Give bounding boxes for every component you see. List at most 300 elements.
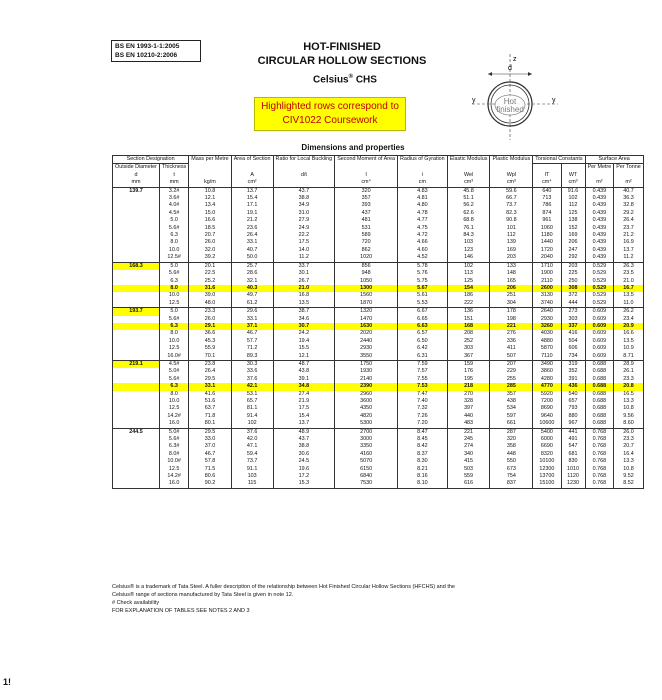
table-cell: 20.7 — [189, 232, 231, 239]
footer-line: FOR EXPLANATION OF TABLES SEE NOTES 2 AND 3 — [112, 608, 250, 614]
table-cell: 26.2 — [614, 308, 643, 316]
table-cell: i — [398, 172, 448, 179]
units-row — [113, 179, 644, 187]
table-cell: 8.10 — [398, 480, 448, 488]
table-cell: 7200 — [533, 398, 561, 405]
col-torsional: Torsional Constants — [533, 156, 585, 164]
table-cell: 17.2 — [273, 473, 335, 480]
table-cell: 7530 — [335, 480, 398, 488]
table-cell: 0.439 — [585, 254, 614, 262]
standard-ref: BS EN 10210-2:2006 — [115, 52, 178, 59]
table-cell: 2700 — [335, 428, 398, 436]
table-cell: 4.77 — [398, 217, 448, 224]
table-cell: 17.5 — [273, 239, 335, 246]
header-blank — [561, 164, 585, 172]
table-cell: 0.768 — [585, 473, 614, 480]
table-cell: 26.4 — [189, 368, 231, 375]
table-cell: 10.0# — [159, 458, 188, 465]
table-cell: 28.6 — [231, 270, 273, 277]
table-cell: 23.8 — [189, 360, 231, 368]
table-cell: 112 — [561, 202, 585, 209]
table-row — [113, 353, 644, 361]
table-cell: 43.7 — [273, 436, 335, 443]
table-cell: 837 — [490, 480, 533, 488]
table-row — [113, 360, 644, 368]
outside-diameter-cell — [113, 473, 160, 480]
footer-notes — [112, 583, 552, 615]
table-cell: 0.439 — [585, 195, 614, 202]
table-cell: 3600 — [335, 398, 398, 405]
table-cell: 16.0# — [159, 353, 188, 361]
table-cell: 1300 — [335, 285, 398, 292]
table-cell: 33.6 — [231, 368, 273, 375]
table-cell: 29.6 — [231, 308, 273, 316]
table-cell: 1020 — [335, 254, 398, 262]
table-cell: 438 — [490, 398, 533, 405]
table-cell: 15.4 — [273, 413, 335, 420]
table-cell: 7.57 — [398, 368, 448, 375]
table-cell: 48.0 — [189, 300, 231, 308]
table-cell: 793 — [561, 405, 585, 412]
table-cell: 198 — [490, 316, 533, 323]
table-cell: 43.7 — [273, 187, 335, 195]
table-cell: 152 — [561, 225, 585, 232]
table-cell: 0.688 — [585, 405, 614, 412]
outside-diameter-cell — [113, 376, 160, 383]
table-cell: 125 — [561, 210, 585, 217]
table-cell: 540 — [561, 391, 585, 398]
table-cell: 3860 — [533, 368, 561, 375]
table-cell: 303 — [447, 345, 490, 352]
table-cell: 5.0# — [159, 368, 188, 375]
table-cell: 7.32 — [398, 405, 448, 412]
table-cell: 0.688 — [585, 420, 614, 428]
table-row — [113, 345, 644, 352]
table-cell: 55.9 — [189, 345, 231, 352]
table-cell: 245 — [447, 436, 490, 443]
table-cell: I — [335, 172, 398, 179]
table-cell: 19.1 — [231, 210, 273, 217]
table-cell: 40.7 — [614, 187, 643, 195]
table-cell: 26.0 — [189, 239, 231, 246]
outside-diameter-cell — [113, 345, 160, 352]
table-cell: 2930 — [533, 316, 561, 323]
table-cell: 661 — [490, 420, 533, 428]
col-area: Area of Section — [231, 156, 273, 172]
page-title — [247, 40, 437, 68]
table-cell: 372 — [561, 292, 585, 299]
table-cell: 218 — [447, 383, 490, 390]
table-cell: 18.5 — [189, 225, 231, 232]
table-cell: 4.52 — [398, 254, 448, 262]
table-cell: 24.2 — [273, 330, 335, 337]
table-cell: 221 — [447, 428, 490, 436]
table-cell: 416 — [561, 330, 585, 337]
table-cell: 29.5 — [189, 428, 231, 436]
stamp-text: finished — [496, 105, 524, 114]
table-cell: 4160 — [335, 451, 398, 458]
table-cell: 1320 — [335, 308, 398, 316]
table-cell: 102 — [231, 420, 273, 428]
table-cell: 14.2# — [159, 473, 188, 480]
table-cell: 32.8 — [614, 202, 643, 209]
table-cell: 616 — [447, 480, 490, 488]
table-cell: 34.8 — [273, 383, 335, 390]
table-cell: 0.439 — [585, 210, 614, 217]
table-cell: 357 — [490, 391, 533, 398]
table-cell: 34.6 — [273, 316, 335, 323]
table-cell — [614, 172, 643, 179]
table-cell: 146 — [447, 254, 490, 262]
table-cell: 37.6 — [231, 428, 273, 436]
table-cell: 39.1 — [273, 376, 335, 383]
table-cell: 8.30 — [398, 458, 448, 465]
table-cell: d/t — [273, 172, 335, 179]
table-cell: 7.20 — [398, 420, 448, 428]
table-row — [113, 262, 644, 270]
header-row — [113, 156, 644, 164]
table-cell: 0.529 — [585, 278, 614, 285]
table-cell: 6.3 — [159, 232, 188, 239]
table-cell: 168 — [447, 323, 490, 330]
outside-diameter-cell — [113, 323, 160, 330]
table-cell: 26.0 — [614, 428, 643, 436]
table-cell: 24.9 — [273, 225, 335, 232]
outside-diameter-cell — [113, 278, 160, 285]
table-cell: 15.0 — [189, 210, 231, 217]
table-cell — [189, 172, 231, 179]
table-cell: 7.47 — [398, 391, 448, 398]
table-cell: 4.60 — [398, 247, 448, 254]
table-cell: 123 — [447, 247, 490, 254]
table-cell: 2140 — [335, 376, 398, 383]
table-cell: 255 — [490, 376, 533, 383]
footer-line: Celsius® is a trademark of Tata Steel. A fuller description of the relationship between Hot Finished Circular Hollow Sections (HFCHS) and the — [112, 584, 455, 590]
table-cell: 754 — [490, 473, 533, 480]
outside-diameter-cell: 193.7 — [113, 308, 160, 316]
table-cell: 23.5 — [614, 270, 643, 277]
table-cell: 19.6 — [273, 466, 335, 473]
table-cell: 0.768 — [585, 458, 614, 465]
table-cell: 8.45 — [398, 436, 448, 443]
table-cell: 0.609 — [585, 353, 614, 361]
table-cell: 22.5 — [189, 270, 231, 277]
outside-diameter-cell: 219.1 — [113, 360, 160, 368]
table-cell: 6.42 — [398, 345, 448, 352]
table-cell: 16.5 — [614, 391, 643, 398]
table-cell: 33.1 — [189, 383, 231, 390]
table-cell: 12.5 — [159, 300, 188, 308]
table-cell: 29.2 — [614, 210, 643, 217]
table-cell: 5.6# — [159, 316, 188, 323]
table-cell: 23.3 — [614, 436, 643, 443]
table-cell: 1930 — [335, 368, 398, 375]
table-cell: 11.2 — [273, 254, 335, 262]
table-cell: 657 — [561, 398, 585, 405]
outside-diameter-cell — [113, 458, 160, 465]
table-cell: 13.7 — [231, 187, 273, 195]
table-cell: 32.1 — [231, 278, 273, 285]
outside-diameter-cell — [113, 451, 160, 458]
table-cell: 208 — [447, 330, 490, 337]
table-cell: 7.26 — [398, 413, 448, 420]
outside-diameter-cell — [113, 285, 160, 292]
table-cell: 82.3 — [490, 210, 533, 217]
table-row — [113, 436, 644, 443]
table-cell: 37.0 — [189, 443, 231, 450]
table-cell: t — [159, 172, 188, 179]
table-cell: 5.61 — [398, 292, 448, 299]
table-cell: 0.688 — [585, 413, 614, 420]
outside-diameter-cell — [113, 217, 160, 224]
table-row — [113, 278, 644, 285]
table-row — [113, 458, 644, 465]
col-mass: Mass per Metre — [189, 156, 231, 172]
table-cell: 9.52 — [614, 473, 643, 480]
table-cell: 303 — [561, 316, 585, 323]
table-cell: 178 — [490, 308, 533, 316]
table-cell: 10.9 — [614, 345, 643, 352]
table-cell: 203 — [561, 262, 585, 270]
table-cell: 27.4 — [273, 391, 335, 398]
outside-diameter-cell — [113, 480, 160, 488]
table-cell: 5.6# — [159, 270, 188, 277]
outside-diameter-cell — [113, 292, 160, 299]
table-cell: 89.3 — [231, 353, 273, 361]
table-cell: 6.3 — [159, 383, 188, 390]
table-cell: 37.6 — [231, 376, 273, 383]
table-cell: IT — [533, 172, 561, 179]
outside-diameter-cell — [113, 436, 160, 443]
table-cell: 5.6# — [159, 436, 188, 443]
table-row — [113, 217, 644, 224]
table-cell: 491 — [561, 436, 585, 443]
table-cell: 30.6 — [273, 451, 335, 458]
table-cell: 5.78 — [398, 262, 448, 270]
table-cell: 8.0 — [159, 285, 188, 292]
table-cell: 308 — [561, 285, 585, 292]
table-cell: 8.60 — [614, 420, 643, 428]
table-cell: 1630 — [335, 323, 398, 330]
table-cell: 0.529 — [585, 300, 614, 308]
table-cell: 640 — [533, 187, 561, 195]
outside-diameter-cell — [113, 405, 160, 412]
table-cell: kg/m — [189, 179, 231, 187]
table-cell: 448 — [490, 451, 533, 458]
table-cell: 24.5 — [273, 458, 335, 465]
table-cell: 0.768 — [585, 436, 614, 443]
table-cell: 0.768 — [585, 480, 614, 488]
table-cell: 42.1 — [231, 383, 273, 390]
table-cell: 5400 — [533, 428, 561, 436]
table-cell: 0.529 — [585, 285, 614, 292]
table-cell: 13.7 — [614, 247, 643, 254]
table-cell: 393 — [335, 202, 398, 209]
table-cell: 40.3 — [231, 285, 273, 292]
table-cell: 81.1 — [231, 405, 273, 412]
table-cell: 38.8 — [273, 443, 335, 450]
table-cell: 50.0 — [231, 254, 273, 262]
table-cell: 328 — [447, 398, 490, 405]
table-cell: 26.4 — [231, 232, 273, 239]
table-cell: 4770 — [533, 383, 561, 390]
table-cell: 15.5 — [273, 345, 335, 352]
table-cell: 26.7 — [273, 278, 335, 285]
table-cell: 91.6 — [561, 187, 585, 195]
table-cell: 26.1 — [614, 368, 643, 375]
page-number: 1! — [3, 677, 12, 687]
table-cell: 4.72 — [398, 232, 448, 239]
table-cell: 38.8 — [273, 195, 335, 202]
table-cell: 8320 — [533, 451, 561, 458]
table-cell: 5.53 — [398, 300, 448, 308]
table-row — [113, 187, 644, 195]
table-cell: 1050 — [335, 278, 398, 285]
table-cell: 207 — [490, 360, 533, 368]
table-cell: 25.7 — [231, 262, 273, 270]
table-cell: 169 — [490, 247, 533, 254]
table-cell: 358 — [490, 443, 533, 450]
table-cell: 71.8 — [189, 413, 231, 420]
table-cell: 48.7 — [273, 360, 335, 368]
table-body — [113, 172, 644, 489]
table-cell: 76.1 — [447, 225, 490, 232]
table-cell: 391 — [561, 376, 585, 383]
table-cell: 0.688 — [585, 391, 614, 398]
table-cell: 103 — [447, 239, 490, 246]
table-cell: 276 — [490, 330, 533, 337]
outside-diameter-cell — [113, 270, 160, 277]
table-row — [113, 473, 644, 480]
table-cell: 16.9 — [614, 239, 643, 246]
table-cell: 5.0 — [159, 262, 188, 270]
table-cell: d — [113, 172, 160, 179]
table-cell: 0.688 — [585, 383, 614, 390]
col-surface: Surface Area — [585, 156, 643, 164]
table-cell — [273, 179, 335, 187]
table-cell: 3260 — [533, 323, 561, 330]
table-cell: 507 — [490, 353, 533, 361]
table-cell: cm² — [231, 179, 273, 187]
table-cell: 0.768 — [585, 443, 614, 450]
table-cell: 441 — [561, 428, 585, 436]
col-radius: Radius of Gyration — [398, 156, 448, 172]
table-cell: 23.4 — [614, 316, 643, 323]
col-second-moment: Second Moment of Area — [335, 156, 398, 172]
table-cell: 42.0 — [231, 436, 273, 443]
table-cell: 13.5 — [273, 300, 335, 308]
table-cell: 5.6# — [159, 376, 188, 383]
table-cell: 874 — [533, 210, 561, 217]
table-cell: cm⁴ — [533, 179, 561, 187]
table-cell: 397 — [447, 405, 490, 412]
table-cell: 273 — [561, 308, 585, 316]
outside-diameter-cell — [113, 195, 160, 202]
table-cell: 534 — [490, 405, 533, 412]
table-cell: 10.0 — [159, 398, 188, 405]
outside-diameter-cell — [113, 443, 160, 450]
table-cell: 0.609 — [585, 323, 614, 330]
table-cell: 304 — [490, 300, 533, 308]
table-cell: 26.4 — [614, 217, 643, 224]
table-cell: 481 — [335, 217, 398, 224]
table-cell: 36.3 — [614, 195, 643, 202]
table-cell: 8.0 — [159, 239, 188, 246]
table-cell: 20.1 — [189, 262, 231, 270]
table-cell: 0.609 — [585, 308, 614, 316]
table-row — [113, 383, 644, 390]
table-cell: 12.1 — [273, 353, 335, 361]
table-cell: 3550 — [335, 353, 398, 361]
table-cell: 8.71 — [614, 353, 643, 361]
table-cell: A — [231, 172, 273, 179]
table-cell: 101 — [490, 225, 533, 232]
outside-diameter-cell — [113, 202, 160, 209]
table-cell: 65.7 — [231, 398, 273, 405]
table-cell: 21.0 — [614, 278, 643, 285]
table-row — [113, 210, 644, 217]
table-cell: 12.1 — [189, 195, 231, 202]
table-cell: 14.0 — [273, 247, 335, 254]
table-cell: 225 — [561, 270, 585, 277]
table-cell: 2960 — [335, 391, 398, 398]
table-row — [113, 398, 644, 405]
table-cell: 9.56 — [614, 413, 643, 420]
table-row — [113, 368, 644, 375]
table-cell: 68.8 — [447, 217, 490, 224]
table-cell: cm³ — [490, 179, 533, 187]
table-row — [113, 254, 644, 262]
table-cell: 36.6 — [189, 330, 231, 337]
table-cell: 252 — [447, 338, 490, 345]
table-cell: 51.1 — [447, 195, 490, 202]
label-d: d — [508, 65, 512, 72]
table-cell: 4.5# — [159, 360, 188, 368]
table-cell: 547 — [561, 443, 585, 450]
col-elastic: Elastic Modulus — [447, 156, 490, 172]
table-cell: 319 — [561, 360, 585, 368]
table-row — [113, 480, 644, 488]
outside-diameter-cell — [113, 254, 160, 262]
table-cell: 550 — [490, 458, 533, 465]
table-row — [113, 225, 644, 232]
table-cell: 11.0 — [614, 300, 643, 308]
outside-diameter-cell: 139.7 — [113, 187, 160, 195]
table-cell: 4.75 — [398, 225, 448, 232]
table-cell: 4.0# — [159, 202, 188, 209]
table-cell: 33.1 — [231, 239, 273, 246]
table-cell: 3130 — [533, 292, 561, 299]
table-cell: 4.66 — [398, 239, 448, 246]
table-cell: 90.2 — [189, 480, 231, 488]
table-cell: 71.5 — [189, 466, 231, 473]
table-cell: 2020 — [335, 330, 398, 337]
table-cell: 7110 — [533, 353, 561, 361]
footer-line: Celsius® range of sections manufactured by Tata Steel is given in note 12. — [112, 592, 294, 598]
table-cell: 7.40 — [398, 398, 448, 405]
table-cell: 1180 — [533, 232, 561, 239]
table-cell: 15100 — [533, 480, 561, 488]
table-cell: 176 — [447, 368, 490, 375]
table-row — [113, 247, 644, 254]
table-cell: 320 — [490, 436, 533, 443]
table-cell: 19.4 — [273, 338, 335, 345]
table-cell: 5.67 — [398, 285, 448, 292]
outside-diameter-cell: 244.5 — [113, 428, 160, 436]
table-cell: 151 — [447, 316, 490, 323]
table-cell: 203 — [490, 254, 533, 262]
table-cell: 84.3 — [447, 232, 490, 239]
